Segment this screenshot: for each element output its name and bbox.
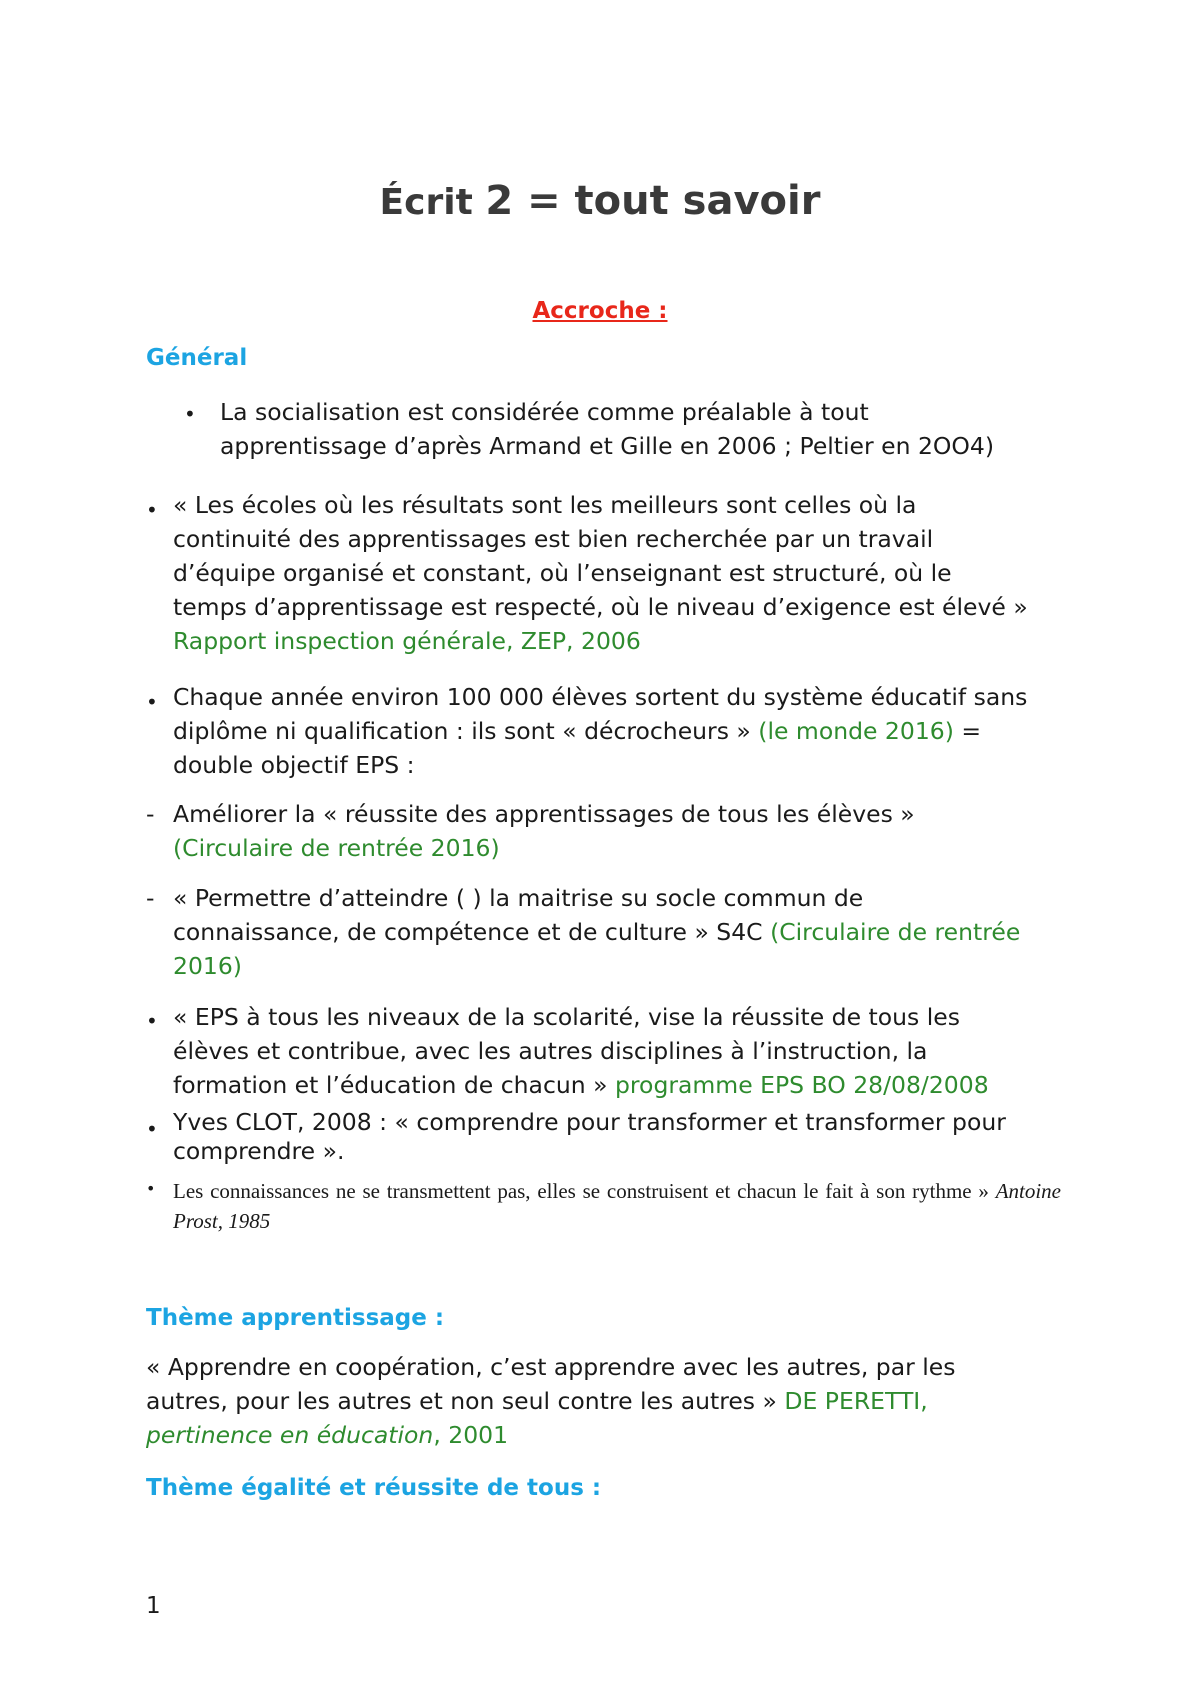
text-line: élèves et contribue, avec les autres disciplines à l’instruction, la bbox=[173, 1037, 928, 1065]
text-line bbox=[146, 1384, 955, 1418]
bullet-icon: • bbox=[146, 1117, 158, 1141]
text-fragment: formation et l’éducation de chacun » bbox=[173, 1071, 608, 1099]
bullet-icon: • bbox=[146, 1009, 158, 1033]
text-fragment: autres, pour les autres et non seul contre les autres » bbox=[146, 1387, 777, 1415]
quote-text: Les connaissances ne se transmettent pas, elles se construisent et chacun le fait à son rythme » bbox=[173, 1179, 989, 1203]
citation-source: DE PERETTI, bbox=[784, 1387, 928, 1415]
citation-source: (le monde 2016) bbox=[758, 717, 954, 745]
text-line: double objectif EPS : bbox=[173, 751, 415, 779]
page-number: 1 bbox=[146, 1593, 161, 1619]
list-item-clot bbox=[173, 1108, 1006, 1166]
document-title bbox=[0, 178, 1200, 224]
text-fragment: connaissance, de compétence et de culture » S4C bbox=[173, 918, 763, 946]
bullet-icon: • bbox=[146, 498, 158, 522]
text-line bbox=[146, 1418, 955, 1452]
text-line bbox=[173, 1068, 989, 1102]
text-line: continuité des apprentissages est bien recherchée par un travail bbox=[173, 525, 934, 553]
text-line: d’équipe organisé et constant, où l’enseignant est structuré, où le bbox=[173, 559, 952, 587]
text-line: « Apprendre en coopération, c’est apprendre avec les autres, par les bbox=[146, 1353, 956, 1381]
general-heading: Général bbox=[146, 345, 248, 371]
text-line: « Les écoles où les résultats sont les meilleurs sont celles où la bbox=[173, 491, 917, 519]
citation-source: pertinence en éducation bbox=[146, 1421, 434, 1449]
bullet-icon: • bbox=[184, 402, 196, 426]
title-rest: 2 = tout savoir bbox=[485, 178, 821, 224]
bullet-icon: • bbox=[146, 690, 158, 714]
citation-source: (Circulaire de rentrée bbox=[770, 918, 1021, 946]
citation-source: 2016) bbox=[173, 952, 242, 980]
title-word: Écrit bbox=[379, 182, 473, 223]
list-item-ecoles bbox=[173, 488, 1028, 658]
text-line bbox=[173, 915, 1020, 949]
text-line: Yves CLOT, 2008 : « comprendre pour transformer et transformer pour bbox=[173, 1108, 1006, 1136]
text-line: temps d’apprentissage est respecté, où le niveau d’exigence est élevé » bbox=[173, 593, 1028, 621]
bullet-icon: • bbox=[146, 1179, 156, 1198]
text-line: comprendre ». bbox=[173, 1137, 345, 1165]
text-fragment: diplôme ni qualification : ils sont « décrocheurs » bbox=[173, 717, 751, 745]
text-line: Améliorer la « réussite des apprentissages de tous les élèves » bbox=[173, 800, 915, 828]
list-item-eps bbox=[173, 1000, 989, 1102]
dash-marker: - bbox=[146, 800, 155, 828]
text-line: « EPS à tous les niveaux de la scolarité, vise la réussite de tous les bbox=[173, 1003, 960, 1031]
citation-source: programme EPS BO 28/08/2008 bbox=[615, 1071, 989, 1099]
list-item-socialisation bbox=[220, 395, 994, 463]
citation-source: , 2001 bbox=[433, 1421, 509, 1449]
citation-source: Rapport inspection générale, ZEP, 2006 bbox=[173, 627, 641, 655]
theme-apprentissage-quote bbox=[146, 1350, 955, 1452]
list-item-chaque-annee bbox=[173, 680, 1027, 782]
text-fragment: = bbox=[961, 717, 982, 745]
text-line bbox=[173, 714, 1027, 748]
text-line: Chaque année environ 100 000 élèves sortent du système éducatif sans bbox=[173, 683, 1028, 711]
list-item-permettre bbox=[173, 881, 1020, 983]
list-item-ameliorer bbox=[173, 797, 915, 865]
accroche-heading: Accroche : bbox=[532, 298, 668, 324]
citation-source: Antoine Prost, 1985 bbox=[173, 1179, 1062, 1233]
theme-egalite-heading: Thème égalité et réussite de tous : bbox=[146, 1475, 602, 1501]
list-item-prost bbox=[173, 1176, 1061, 1236]
text-line: apprentissage d’après Armand et Gille en 2006 ; Peltier en 2OO4) bbox=[220, 432, 995, 460]
text-line: « Permettre d’atteindre ( ) la maitrise su socle commun de bbox=[173, 884, 864, 912]
text-line: La socialisation est considérée comme préalable à tout bbox=[220, 398, 869, 426]
theme-apprentissage-heading: Thème apprentissage : bbox=[146, 1305, 445, 1331]
citation-source: (Circulaire de rentrée 2016) bbox=[173, 834, 500, 862]
dash-marker: - bbox=[146, 884, 155, 912]
